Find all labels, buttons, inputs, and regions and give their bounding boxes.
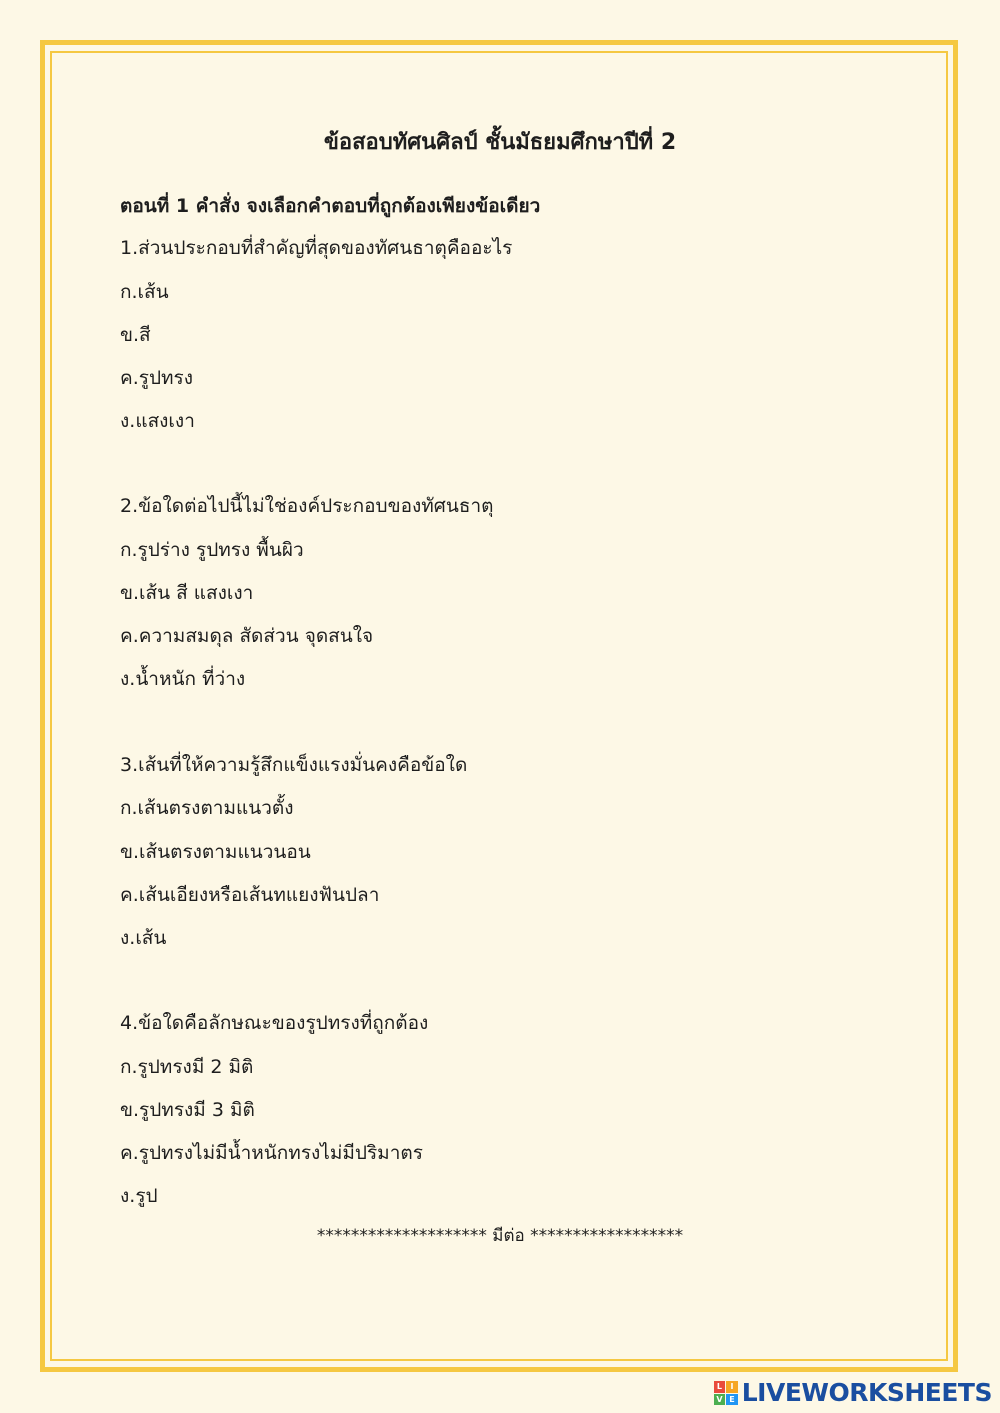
logo-letter-l: L [714, 1381, 726, 1393]
choice-3-a: ก.เส้นตรงตามแนวตั้ง [120, 797, 294, 819]
choice-2-d: ง.น้ำหนัก ที่ว่าง [120, 668, 246, 690]
choice-2-b: ข.เส้น สี แสงเงา [120, 582, 254, 604]
liveworksheets-brand[interactable] [714, 1377, 992, 1409]
question-2: 2.ข้อใดต่อไปนี้ไม่ใช่องค์ประกอบของทัศนธาตุ [120, 495, 494, 517]
choice-1-a: ก.เส้น [120, 281, 169, 303]
choice-1-c: ค.รูปทรง [120, 367, 194, 389]
liveworksheets-logo-icon [714, 1381, 738, 1405]
choice-4-b: ข.รูปทรงมี 3 มิติ [120, 1099, 255, 1121]
choice-4-c: ค.รูปทรงไม่มีน้ำหนักทรงไม่มีปริมาตร [120, 1142, 423, 1164]
choice-4-d: ง.รูป [120, 1185, 158, 1207]
question-4: 4.ข้อใดคือลักษณะของรูปทรงที่ถูกต้อง [120, 1012, 429, 1034]
brand-name: LIVEWORKSHEETS [741, 1378, 992, 1407]
logo-letter-e: E [726, 1394, 738, 1406]
choice-1-d: ง.แสงเงา [120, 410, 195, 432]
logo-letter-v: V [714, 1394, 726, 1406]
choice-2-a: ก.รูปร่าง รูปทรง พื้นผิว [120, 539, 304, 561]
instruction-text: ตอนที่ 1 คำสั่ง จงเลือกคำตอบที่ถูกต้องเพียงข้อเดียว [120, 195, 541, 217]
choice-4-a: ก.รูปทรงมี 2 มิติ [120, 1056, 254, 1078]
page-title: ข้อสอบทัศนศิลป์ ชั้นมัธยมศึกษาปีที่ 2 [323, 130, 677, 155]
choice-2-c: ค.ความสมดุล สัดส่วน จุดสนใจ [120, 625, 374, 647]
choice-3-c: ค.เส้นเอียงหรือเส้นทแยงฟันปลา [120, 884, 380, 906]
choice-3-b: ข.เส้นตรงตามแนวนอน [120, 841, 311, 863]
question-1: 1.ส่วนประกอบที่สำคัญที่สุดของทัศนธาตุคืออะไร [120, 237, 513, 259]
choice-3-d: ง.เส้น [120, 927, 167, 949]
logo-letter-i: I [726, 1381, 738, 1393]
continued-note: ******************** มีต่อ ****************** [316, 1226, 684, 1246]
choice-1-b: ข.สี [120, 324, 151, 346]
question-3: 3.เส้นที่ให้ความรู้สึกแข็งแรงมั่นคงคือข้อใด [120, 754, 468, 776]
